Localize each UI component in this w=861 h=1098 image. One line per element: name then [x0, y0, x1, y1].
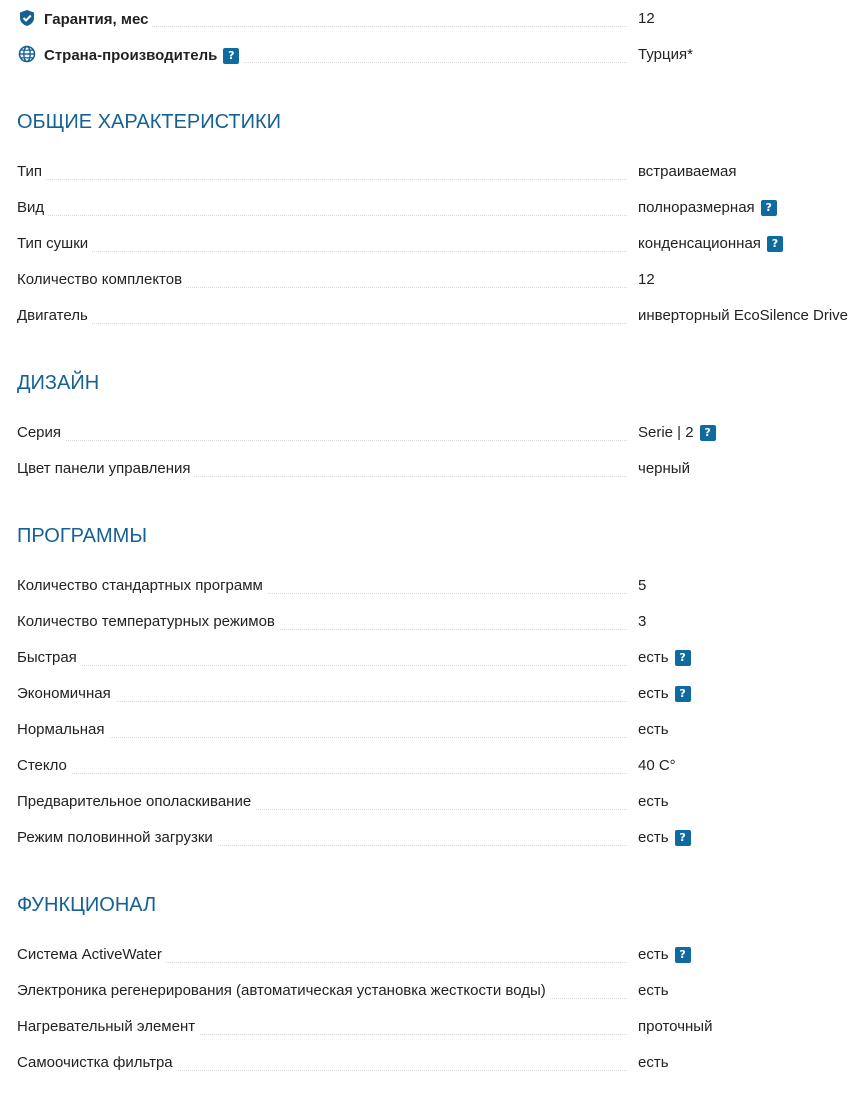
spec-value-text: есть [638, 649, 669, 666]
spec-label: Двигатель [17, 306, 92, 326]
spec-value [638, 423, 716, 443]
spec-value [638, 945, 691, 965]
spec-row [17, 162, 861, 186]
spec-label: Быстрая [17, 648, 81, 668]
dotted-leader [17, 179, 627, 180]
spec-row [17, 945, 861, 969]
spec-row [17, 756, 861, 780]
spec-label: Экономичная [17, 684, 115, 704]
spec-value [638, 684, 691, 704]
dotted-leader [17, 665, 627, 666]
spec-value: есть [638, 982, 669, 999]
spec-value [638, 234, 783, 254]
spec-label [17, 45, 243, 66]
spec-label: Нормальная [17, 720, 109, 740]
help-button[interactable]: ? [761, 200, 777, 216]
spec-row [17, 459, 861, 483]
spec-label: Стекло [17, 756, 71, 776]
section-title-general: ОБЩИЕ ХАРАКТЕРИСТИКИ [17, 111, 282, 133]
help-button[interactable]: ? [675, 686, 691, 702]
shield-check-icon [17, 9, 37, 27]
spec-label: Тип [17, 162, 46, 182]
spec-label-text: Гарантия, мес [44, 11, 149, 28]
spec-value: черный [638, 460, 690, 477]
spec-value: инверторный EcoSilence Drive [638, 307, 849, 324]
spec-value: 5 [638, 577, 647, 594]
spec-value: 3 [638, 613, 647, 630]
spec-row-warranty [17, 9, 861, 33]
spec-value [638, 198, 777, 218]
dotted-leader [17, 773, 627, 774]
spec-value [638, 648, 691, 668]
spec-value: проточный [638, 1018, 713, 1035]
spec-label: Цвет панели управления [17, 459, 194, 479]
spec-value-text: есть [638, 685, 669, 702]
help-button[interactable]: ? [675, 947, 691, 963]
spec-label: Тип сушки [17, 234, 92, 254]
spec-label: Предварительное ополаскивание [17, 792, 255, 812]
section-title-programs: ПРОГРАММЫ [17, 525, 148, 547]
spec-label: Система ActiveWater [17, 945, 166, 965]
spec-label: Количество температурных режимов [17, 612, 279, 632]
spec-row [17, 720, 861, 744]
spec-label: Электроника регенерирования (автоматическая установка жесткости воды) [17, 981, 550, 1001]
dotted-leader [17, 323, 627, 324]
help-button[interactable]: ? [700, 425, 716, 441]
spec-value: есть [638, 721, 669, 738]
help-button[interactable]: ? [675, 830, 691, 846]
spec-value-text: полноразмерная [638, 199, 755, 216]
spec-row [17, 1017, 861, 1041]
spec-row-country [17, 45, 861, 69]
help-button[interactable]: ? [675, 650, 691, 666]
spec-value: Турция* [638, 46, 693, 63]
spec-label [17, 9, 152, 30]
spec-value: 12 [638, 271, 655, 288]
globe-icon [17, 45, 37, 63]
spec-row [17, 828, 861, 852]
spec-row [17, 234, 861, 258]
spec-value: 40 С° [638, 757, 676, 774]
spec-label: Режим половинной загрузки [17, 828, 217, 848]
spec-row [17, 306, 861, 330]
help-button[interactable]: ? [767, 236, 783, 252]
spec-row [17, 684, 861, 708]
spec-label: Нагревательный элемент [17, 1017, 199, 1037]
spec-value-text: Serie | 2 [638, 424, 694, 441]
spec-label: Количество стандартных программ [17, 576, 267, 596]
dotted-leader [17, 737, 627, 738]
spec-row [17, 981, 861, 1005]
spec-row [17, 792, 861, 816]
help-button[interactable]: ? [223, 48, 239, 64]
spec-label: Количество комплектов [17, 270, 186, 290]
section-title-functional: ФУНКЦИОНАЛ [17, 894, 157, 916]
spec-value: встраиваемая [638, 163, 737, 180]
spec-row [17, 576, 861, 600]
spec-value-text: есть [638, 829, 669, 846]
dotted-leader [17, 251, 627, 252]
spec-value: есть [638, 1054, 669, 1071]
spec-label: Серия [17, 423, 65, 443]
spec-value-text: конденсационная [638, 235, 761, 252]
spec-label: Самоочистка фильтра [17, 1053, 177, 1073]
spec-value: есть [638, 793, 669, 810]
spec-row [17, 198, 861, 222]
spec-row [17, 1053, 861, 1077]
spec-value-text: есть [638, 946, 669, 963]
spec-label-text: Страна-производитель [44, 47, 218, 64]
dotted-leader [17, 440, 627, 441]
section-title-design: ДИЗАЙН [17, 372, 100, 394]
spec-row [17, 612, 861, 636]
dotted-leader [17, 215, 627, 216]
spec-row [17, 270, 861, 294]
spec-label: Вид [17, 198, 48, 218]
spec-row [17, 648, 861, 672]
spec-value [638, 828, 691, 848]
spec-value: 12 [638, 10, 655, 27]
spec-row [17, 423, 861, 447]
